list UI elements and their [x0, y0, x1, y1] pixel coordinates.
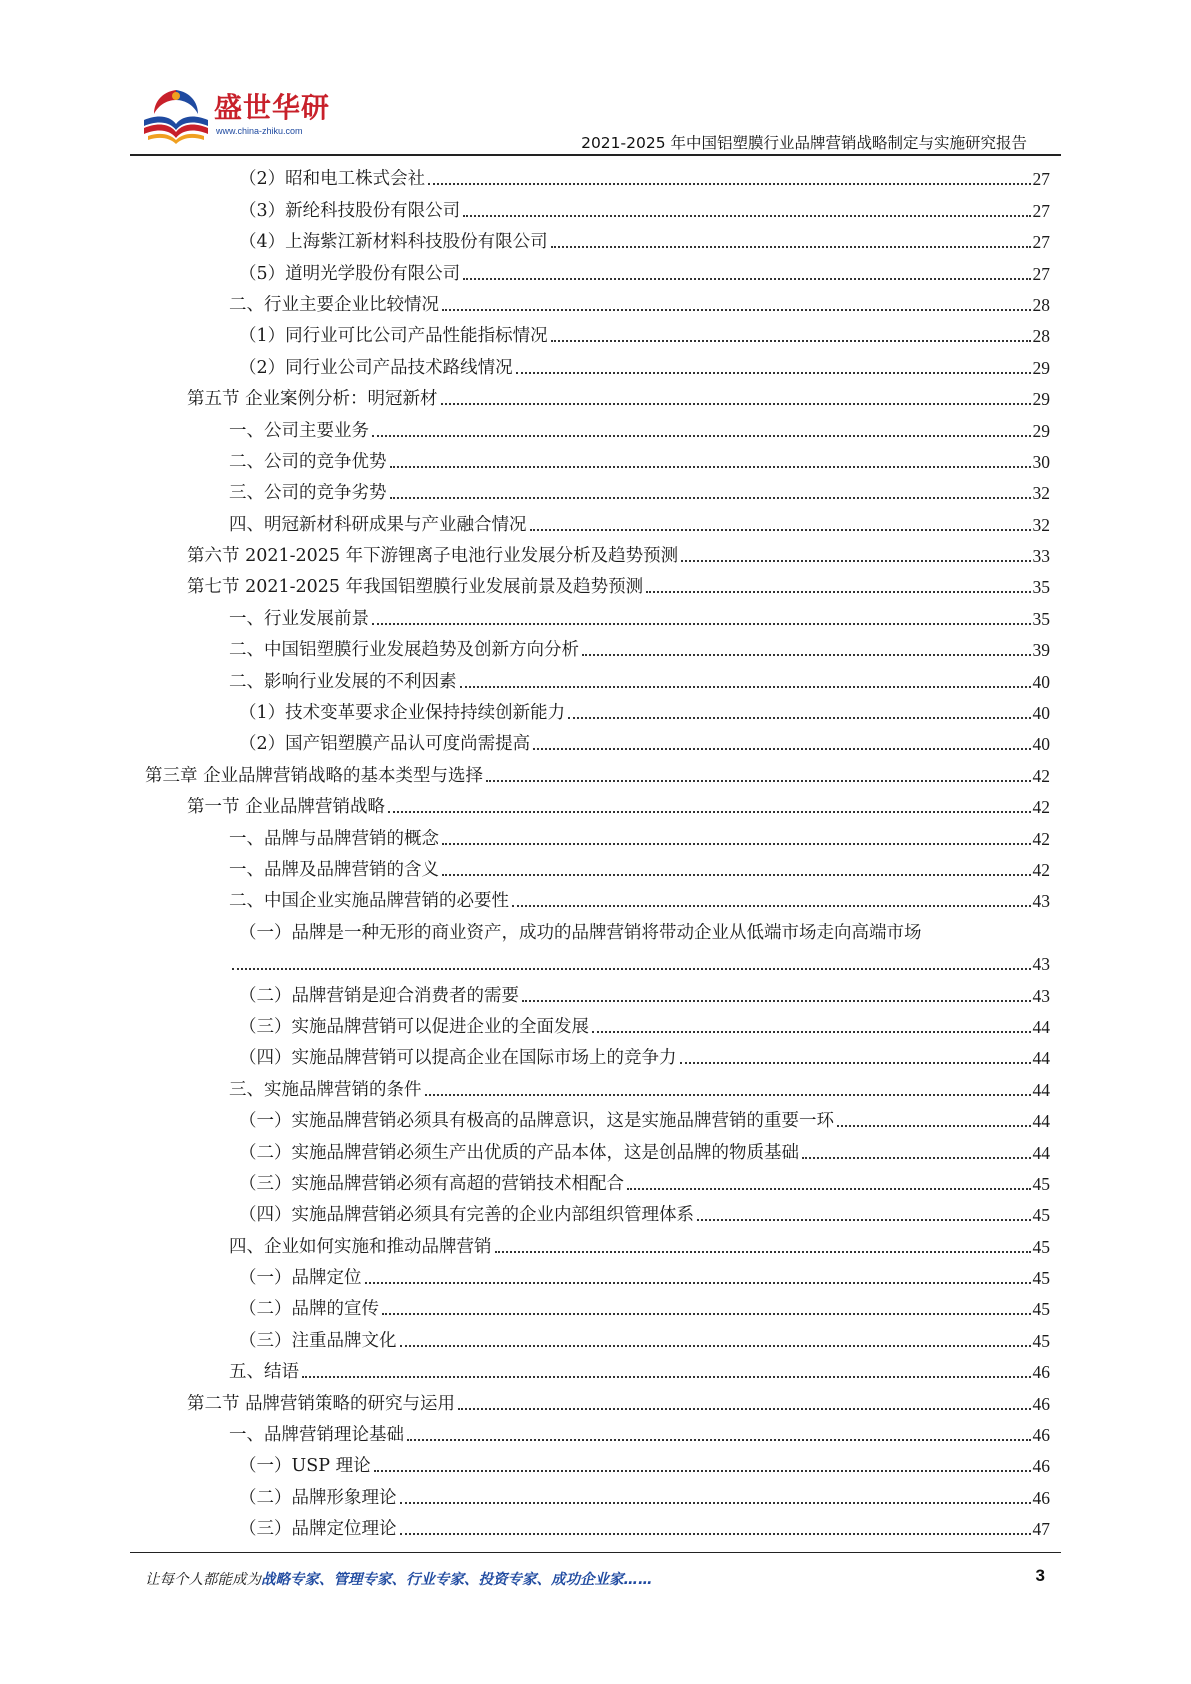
toc-leader-dots — [551, 340, 1031, 342]
toc-leader-dots — [802, 1157, 1031, 1159]
toc-leader-dots — [407, 1439, 1031, 1441]
toc-entry[interactable] — [145, 379, 1050, 410]
toc-entry-title: 第五节 企业案例分析：明冠新材 — [187, 389, 438, 410]
toc-entry-page: 40 — [1032, 703, 1050, 724]
page-footer — [145, 1568, 1045, 1594]
toc-entry-title: 二、影响行业发展的不利因素 — [229, 671, 457, 692]
toc-leader-dots — [463, 215, 1030, 217]
toc-entry-title: 二、中国企业实施品牌营销的必要性 — [229, 891, 509, 912]
toc-entry-title: 三、实施品牌营销的条件 — [229, 1079, 422, 1100]
toc-entry-title: 第七节 2021-2025 年我国铝塑膜行业发展前景及趋势预测 — [187, 577, 644, 598]
toc-entry[interactable] — [145, 1383, 1050, 1414]
toc-entry-title: （三）品牌定位理论 — [239, 1519, 397, 1540]
toc-entry-page: 42 — [1032, 797, 1050, 818]
toc-entry-title: （二）实施品牌营销必须生产出优质的产品本体，这是创品牌的物质基础 — [239, 1142, 799, 1163]
toc-entry[interactable] — [145, 442, 1050, 473]
toc-entry-page: 44 — [1032, 1048, 1050, 1069]
toc-entry-title: 三、公司的竞争劣势 — [229, 483, 387, 504]
toc-entry-page: 43 — [1032, 954, 1050, 975]
toc-leader-dots — [232, 968, 1031, 970]
toc-entry[interactable] — [145, 1477, 1050, 1508]
toc-entry-title: （1）同行业可比公司产品性能指标情况 — [239, 326, 548, 347]
toc-entry-title: （四）实施品牌营销必须具有完善的企业内部组织管理体系 — [239, 1205, 694, 1226]
toc-entry[interactable] — [145, 1226, 1050, 1257]
toc-leader-dots — [400, 1502, 1031, 1504]
toc-entry-title: （一）实施品牌营销必须具有极高的品牌意识，这是实施品牌营销的重要一环 — [239, 1111, 834, 1132]
toc-entry[interactable] — [145, 1446, 1050, 1477]
toc-leader-dots — [365, 1282, 1031, 1284]
toc-entry-title: （三）实施品牌营销必须有高超的营销技术相配合 — [239, 1173, 624, 1194]
toc-entry-title: （2）国产铝塑膜产品认可度尚需提高 — [239, 734, 531, 755]
toc-entry-page: 44 — [1032, 1142, 1050, 1163]
toc-leader-dots — [495, 1251, 1031, 1253]
toc-entry-page: 45 — [1032, 1299, 1050, 1320]
report-title: 2021-2025 年中国铝塑膜行业品牌营销战略制定与实施研究报告 — [581, 134, 1027, 152]
footer-slogan-highlight: 战略专家、管理专家、行业专家、投资专家、成功企业家…… — [261, 1572, 653, 1588]
toc-entry-page: 43 — [1032, 891, 1050, 912]
toc-entry[interactable] — [145, 818, 1050, 849]
toc-leader-dots — [627, 1188, 1031, 1190]
toc-leader-dots — [516, 372, 1031, 374]
toc-leader-dots — [582, 654, 1031, 656]
toc-entry-page: 27 — [1032, 263, 1050, 284]
toc-entry[interactable] — [145, 693, 1050, 724]
toc-leader-dots — [390, 497, 1031, 499]
toc-entry-title: 第一节 企业品牌营销战略 — [187, 797, 386, 818]
toc-entry-title: 一、品牌营销理论基础 — [229, 1425, 404, 1446]
toc-entry[interactable] — [145, 661, 1050, 692]
toc-entry[interactable] — [145, 1289, 1050, 1320]
toc-entry-page: 27 — [1032, 200, 1050, 221]
toc-entry-title: 第三章 企业品牌营销战略的基本类型与选择 — [145, 765, 484, 786]
toc-leader-dots — [382, 1313, 1031, 1315]
toc-leader-dots — [372, 435, 1031, 437]
toc-entry-title: （四）实施品牌营销可以提高企业在国际市场上的竞争力 — [239, 1048, 677, 1069]
toc-entry-title: 一、品牌及品牌营销的含义 — [229, 859, 439, 880]
page-header — [130, 78, 1061, 156]
toc-entry-page: 28 — [1032, 326, 1050, 347]
toc-entry[interactable] — [145, 787, 1050, 818]
toc-entry-page: 44 — [1032, 1079, 1050, 1100]
toc-entry-title: （2）昭和电工株式会社 — [239, 169, 426, 190]
toc-entry-title: （三）注重品牌文化 — [239, 1330, 397, 1351]
toc-entry[interactable] — [145, 1038, 1050, 1069]
toc-leader-dots — [442, 874, 1031, 876]
toc-entry-title: 四、明冠新材科研成果与产业融合情况 — [229, 514, 527, 535]
toc-entry-title: （二）品牌营销是迎合消费者的需要 — [239, 985, 519, 1006]
toc-entry[interactable] — [145, 190, 1050, 221]
toc-entry-title: 第二节 品牌营销策略的研究与运用 — [187, 1393, 456, 1414]
toc-entry-page: 29 — [1032, 420, 1050, 441]
toc-entry-title: 一、行业发展前景 — [229, 608, 369, 629]
toc-entry-page: 45 — [1032, 1268, 1050, 1289]
toc-leader-dots — [374, 1470, 1031, 1472]
toc-leader-dots — [442, 309, 1031, 311]
logo-title: 盛世华研 — [214, 91, 331, 124]
toc-entry-page: 46 — [1032, 1425, 1050, 1446]
toc-entry[interactable] — [145, 1320, 1050, 1351]
toc-entry-page: 45 — [1032, 1330, 1050, 1351]
toc-entry[interactable] — [145, 473, 1050, 504]
toc-entry-page: 32 — [1032, 514, 1050, 535]
toc-entry[interactable] — [145, 975, 1050, 1006]
toc-leader-dots — [533, 748, 1030, 750]
toc-entry-title: （三）实施品牌营销可以促进企业的全面发展 — [239, 1016, 589, 1037]
toc-leader-dots — [441, 403, 1031, 405]
toc-entry-title: 一、品牌与品牌营销的概念 — [229, 828, 439, 849]
toc-entry-page: 39 — [1032, 640, 1050, 661]
toc-leader-dots — [400, 1533, 1031, 1535]
toc-entry-title: 二、中国铝塑膜行业发展趋势及创新方向分析 — [229, 640, 579, 661]
toc-leader-dots — [390, 466, 1031, 468]
toc-entry-page: 46 — [1032, 1487, 1050, 1508]
toc-entry-page: 29 — [1032, 357, 1050, 378]
toc-entry-page: 32 — [1032, 483, 1050, 504]
toc-entry-title: （4）上海紫江新材料科技股份有限公司 — [239, 232, 548, 253]
toc-entry-page: 40 — [1032, 734, 1050, 755]
toc-entry[interactable] — [145, 1164, 1050, 1195]
toc-entry-page: 35 — [1032, 577, 1050, 598]
toc-entry-page: 42 — [1032, 765, 1050, 786]
toc-leader-dots — [460, 686, 1031, 688]
toc-entry-page: 44 — [1032, 1111, 1050, 1132]
toc-entry[interactable] — [145, 504, 1050, 535]
toc-entry-title: （一）USP 理论 — [239, 1456, 371, 1477]
toc-entry[interactable] — [145, 285, 1050, 316]
toc-leader-dots — [388, 811, 1030, 813]
toc-entry-page: 43 — [1032, 985, 1050, 1006]
toc-entry[interactable] — [145, 410, 1050, 441]
toc-entry-page: 40 — [1032, 671, 1050, 692]
toc-entry[interactable] — [145, 1069, 1050, 1100]
toc-entry-page: 44 — [1032, 1016, 1050, 1037]
toc-entry[interactable] — [145, 598, 1050, 629]
toc-entry-page: 27 — [1032, 169, 1050, 190]
toc-leader-dots — [646, 591, 1030, 593]
toc-entry-page: 33 — [1032, 546, 1050, 567]
toc-entry[interactable] — [145, 159, 1050, 190]
toc-leader-dots — [442, 843, 1031, 845]
footer-divider — [130, 1552, 1061, 1553]
toc-entry-title: 第六节 2021-2025 年下游锂离子电池行业发展分析及趋势预测 — [187, 546, 679, 567]
toc-leader-dots — [530, 529, 1031, 531]
toc-entry-page: 42 — [1032, 859, 1050, 880]
toc-entry-page: 47 — [1032, 1519, 1050, 1540]
table-of-contents — [145, 159, 1050, 1540]
toc-entry[interactable] — [145, 1101, 1050, 1132]
page-number: 3 — [1035, 1566, 1045, 1585]
toc-leader-dots — [486, 780, 1030, 782]
toc-leader-dots — [458, 1408, 1030, 1410]
toc-leader-dots — [681, 560, 1030, 562]
toc-entry-page: 42 — [1032, 828, 1050, 849]
toc-entry-page: 28 — [1032, 294, 1050, 315]
toc-entry-title: 二、行业主要企业比较情况 — [229, 294, 439, 315]
toc-leader-dots — [463, 278, 1030, 280]
toc-entry-page: 46 — [1032, 1456, 1050, 1477]
toc-leader-dots — [512, 905, 1031, 907]
toc-entry-title: （一）品牌是一种无形的商业资产，成功的品牌营销将带动企业从低端市场走向高端市场 — [239, 922, 922, 943]
toc-entry-page: 30 — [1032, 451, 1050, 472]
toc-entry[interactable] — [145, 1132, 1050, 1163]
toc-entry[interactable] — [145, 536, 1050, 567]
toc-leader-dots — [837, 1125, 1031, 1127]
toc-entry[interactable] — [145, 1007, 1050, 1038]
toc-leader-dots — [425, 1094, 1031, 1096]
toc-entry-page: 45 — [1032, 1205, 1050, 1226]
toc-entry-page: 29 — [1032, 389, 1050, 410]
toc-entry[interactable] — [145, 881, 1050, 912]
toc-leader-dots — [522, 1000, 1031, 1002]
header-divider — [130, 154, 1061, 156]
toc-entry-page: 46 — [1032, 1393, 1050, 1414]
toc-entry[interactable] — [145, 630, 1050, 661]
toc-entry[interactable] — [145, 724, 1050, 755]
toc-leader-dots — [697, 1219, 1031, 1221]
toc-leader-dots — [428, 183, 1030, 185]
toc-leader-dots — [400, 1345, 1031, 1347]
toc-leader-dots — [372, 623, 1031, 625]
toc-entry[interactable] — [145, 1258, 1050, 1289]
toc-leader-dots — [568, 717, 1030, 719]
book-logo-icon — [140, 86, 212, 150]
toc-entry[interactable] — [145, 567, 1050, 598]
toc-entry-title: （3）新纶科技股份有限公司 — [239, 200, 461, 221]
toc-entry[interactable] — [145, 347, 1050, 378]
toc-entry-title: （5）道明光学股份有限公司 — [239, 263, 461, 284]
toc-entry-page: 45 — [1032, 1236, 1050, 1257]
toc-entry-title: 五、结语 — [229, 1362, 299, 1383]
toc-entry[interactable] — [145, 912, 1050, 943]
footer-slogan-lead: 让每个人都能成为 — [145, 1572, 261, 1588]
toc-entry-title: （1）技术变革要求企业保持持续创新能力 — [239, 703, 566, 724]
toc-entry[interactable] — [145, 253, 1050, 284]
toc-entry[interactable] — [145, 1415, 1050, 1446]
toc-entry[interactable] — [145, 944, 1050, 975]
toc-entry-page: 45 — [1032, 1173, 1050, 1194]
toc-entry-title: 二、公司的竞争优势 — [229, 451, 387, 472]
toc-entry-title: （一）品牌定位 — [239, 1268, 362, 1289]
toc-entry[interactable] — [145, 755, 1050, 786]
brand-logo — [140, 84, 340, 154]
toc-entry-title: （二）品牌的宣传 — [239, 1299, 379, 1320]
toc-leader-dots — [680, 1062, 1031, 1064]
toc-entry[interactable] — [145, 1195, 1050, 1226]
toc-leader-dots — [302, 1376, 1031, 1378]
logo-url: www.china-zhiku.com — [216, 126, 303, 136]
toc-entry-title: （二）品牌形象理论 — [239, 1487, 397, 1508]
toc-entry-page: 46 — [1032, 1362, 1050, 1383]
toc-entry-page: 35 — [1032, 608, 1050, 629]
toc-entry-page: 27 — [1032, 232, 1050, 253]
toc-entry-title: 四、企业如何实施和推动品牌营销 — [229, 1236, 492, 1257]
toc-entry[interactable] — [145, 1509, 1050, 1540]
toc-entry[interactable] — [145, 222, 1050, 253]
toc-entry-title: （2）同行业公司产品技术路线情况 — [239, 357, 513, 378]
toc-leader-dots — [551, 246, 1031, 248]
toc-entry-title: 一、公司主要业务 — [229, 420, 369, 441]
toc-entry[interactable] — [145, 316, 1050, 347]
toc-entry[interactable] — [145, 850, 1050, 881]
toc-entry[interactable] — [145, 1352, 1050, 1383]
toc-leader-dots — [592, 1031, 1031, 1033]
